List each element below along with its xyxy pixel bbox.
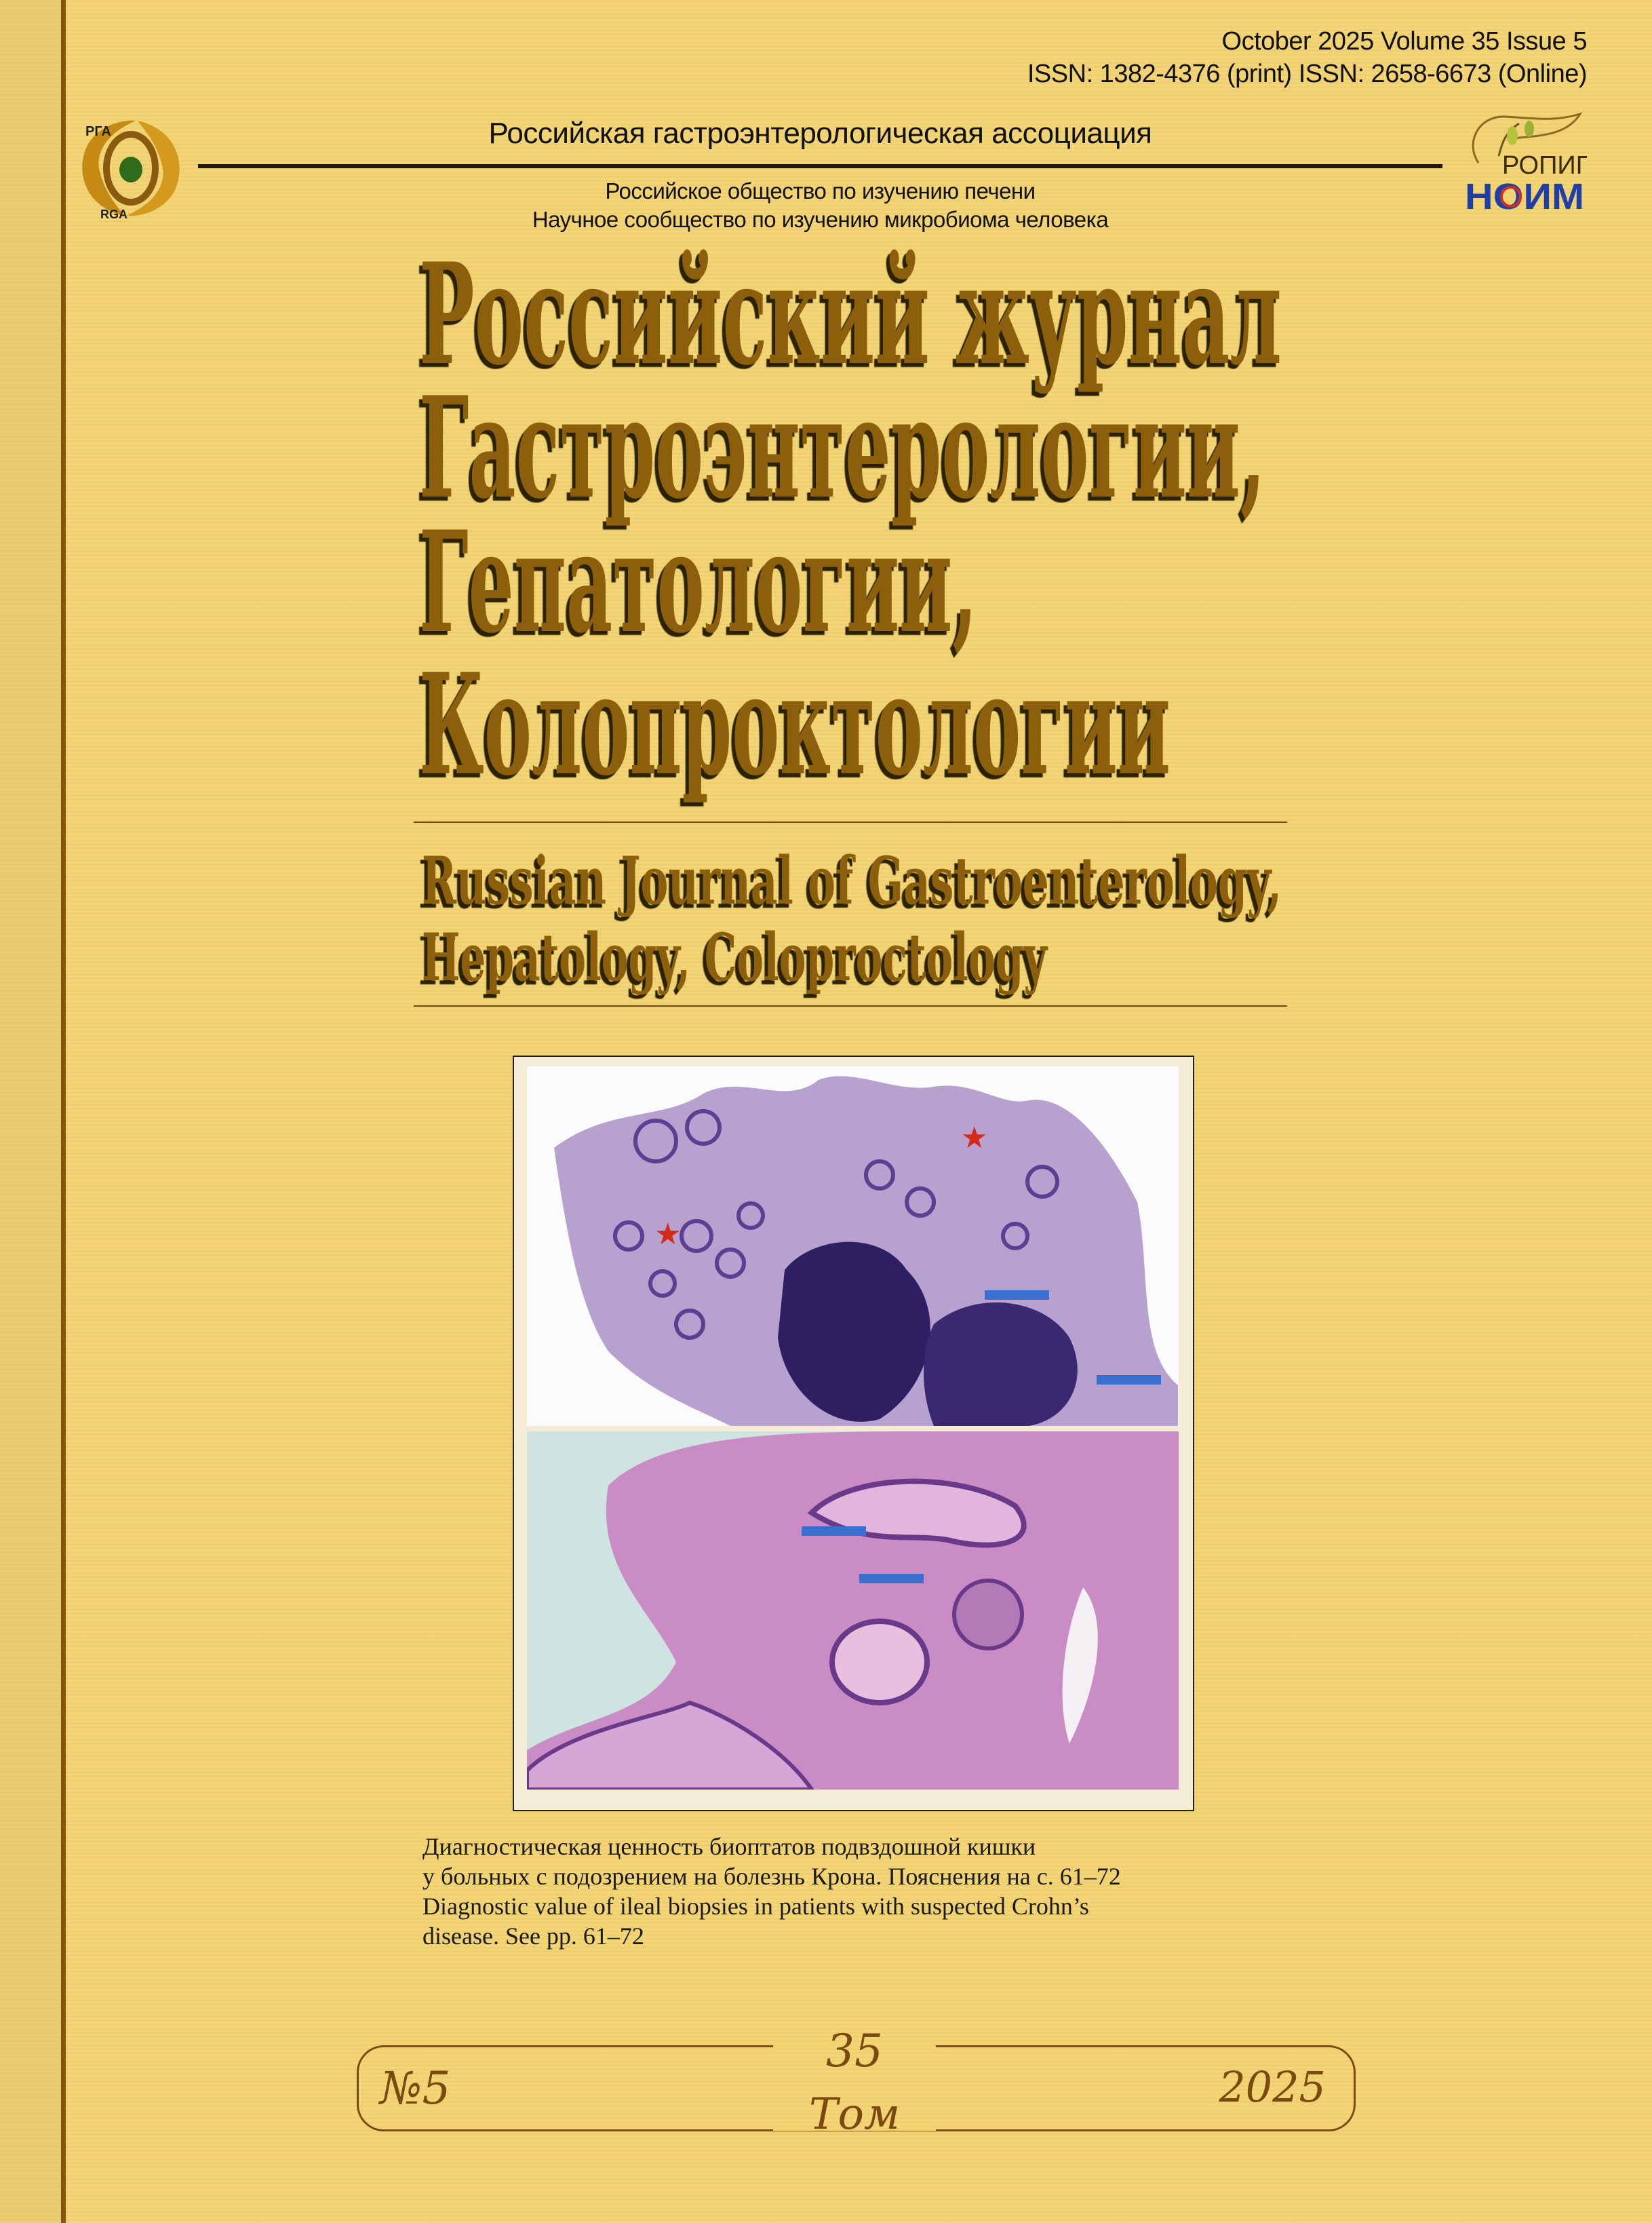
histology-image-high-magnification xyxy=(527,1431,1179,1790)
issue-year: 2025 xyxy=(1219,2062,1326,2112)
issue-line: October 2025 Volume 35 Issue 5 xyxy=(1221,27,1587,56)
star-marker: ★ xyxy=(961,1121,988,1155)
title-ru-line-1: Российский журнал xyxy=(419,233,1282,396)
histology-image-low-magnification xyxy=(527,1066,1179,1426)
association-name: Российская гастроэнтерологическая ассоциация xyxy=(488,117,1152,150)
arrow-marker xyxy=(802,1526,866,1536)
caption-line-en-2: disease. See pp. 61–72 xyxy=(422,1922,644,1950)
caption-line-en-1: Diagnostic value of ileal biopsies in patients with suspected Crohn’s xyxy=(422,1893,1089,1920)
ropip-logo-text: РОПИП xyxy=(1502,151,1587,176)
caption-line-ru-1: Диагностическая ценность биоптатов подвздошной кишки xyxy=(422,1833,1036,1860)
rga-logo-top-text: РГА xyxy=(85,124,111,139)
noim-logo-text: НОИМ xyxy=(1465,176,1584,217)
cover-image-frame xyxy=(513,1056,1194,1811)
caption-line-ru-2: у больных с подозрением на болезнь Крона. Пояснения на с. 61–72 xyxy=(422,1863,1121,1890)
title-en-line-2: Hepatology, Coloproctology xyxy=(422,919,1049,996)
title-ru-line-2: Гастроэнтерологии, xyxy=(419,367,1266,530)
society-microbiome: Научное сообщество по изучению микробиома человека xyxy=(532,207,1109,232)
issue-number: №5 xyxy=(380,2062,451,2114)
title-divider-bottom xyxy=(414,1005,1287,1007)
title-block xyxy=(0,0,1652,1018)
arrow-marker xyxy=(1097,1375,1161,1385)
title-divider-top xyxy=(414,821,1287,823)
arrow-marker xyxy=(985,1290,1049,1300)
star-marker: ★ xyxy=(654,1218,682,1251)
rga-logo-bottom-text: RGA xyxy=(100,208,127,221)
society-liver: Российское общество по изучению печени xyxy=(605,178,1036,204)
cover-image-caption xyxy=(422,1832,1121,1951)
volume-number: 35 xyxy=(826,2025,883,2077)
title-ru-line-4: Колопроктологии xyxy=(419,644,1171,807)
title-en-line-1: Russian Journal of Gastroenterology, xyxy=(422,843,1282,919)
issn-line: ISSN: 1382-4376 (print) ISSN: 2658-6673 (Online) xyxy=(1027,60,1587,88)
volume-label: Том xyxy=(808,2089,901,2140)
arrow-marker xyxy=(859,1574,924,1583)
title-ru-line-3: Гепатологии, xyxy=(419,501,977,664)
